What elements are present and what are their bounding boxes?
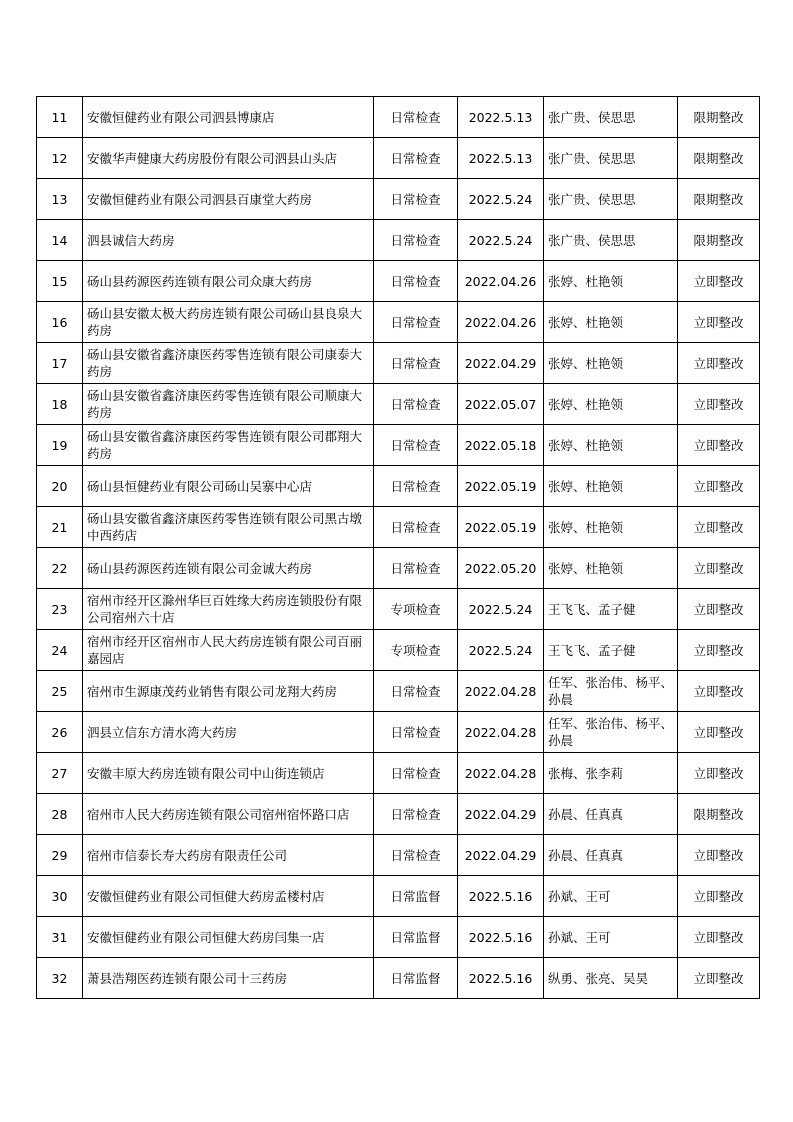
inspection-date-cell: 2022.05.19 [458,466,544,507]
rectification-result-cell: 限期整改 [678,138,760,179]
inspection-type-cell: 日常检查 [374,425,458,466]
inspectors-cell: 任军、张治伟、杨平、孙晨 [544,712,678,753]
inspection-type-cell: 日常监督 [374,917,458,958]
pharmacy-name-cell: 安徽恒健药业有限公司泗县百康堂大药房 [83,179,374,220]
inspection-type-cell: 日常检查 [374,671,458,712]
row-number-cell: 12 [37,138,83,179]
rectification-result-cell: 立即整改 [678,261,760,302]
rectification-result-cell: 限期整改 [678,97,760,138]
inspection-date-cell: 2022.04.26 [458,261,544,302]
inspection-type-cell: 日常监督 [374,876,458,917]
rectification-result-cell: 立即整改 [678,425,760,466]
inspectors-cell: 张广贵、侯思思 [544,220,678,261]
table-row [37,753,760,794]
inspection-type-cell: 日常检查 [374,794,458,835]
inspectors-cell: 张广贵、侯思思 [544,179,678,220]
pharmacy-name-cell: 萧县浩翔医药连锁有限公司十三药房 [83,958,374,999]
pharmacy-name-cell: 安徽丰原大药房连锁有限公司中山街连锁店 [83,753,374,794]
inspection-type-cell: 日常检查 [374,343,458,384]
inspection-date-cell: 2022.04.28 [458,712,544,753]
inspection-type-cell: 日常检查 [374,384,458,425]
inspection-table-body [37,97,760,999]
inspectors-cell: 孙晨、任真真 [544,835,678,876]
inspection-type-cell: 日常检查 [374,466,458,507]
inspectors-cell: 孙斌、王可 [544,876,678,917]
row-number-cell: 19 [37,425,83,466]
inspectors-cell: 王飞飞、孟子健 [544,589,678,630]
inspectors-cell: 孙斌、王可 [544,917,678,958]
rectification-result-cell: 立即整改 [678,466,760,507]
table-row [37,630,760,671]
row-number-cell: 24 [37,630,83,671]
table-row [37,261,760,302]
inspectors-cell: 孙晨、任真真 [544,794,678,835]
inspection-date-cell: 2022.5.16 [458,958,544,999]
inspection-type-cell: 日常检查 [374,753,458,794]
table-row [37,384,760,425]
inspection-date-cell: 2022.04.29 [458,343,544,384]
inspection-date-cell: 2022.5.13 [458,138,544,179]
inspection-type-cell: 日常检查 [374,548,458,589]
rectification-result-cell: 立即整改 [678,343,760,384]
inspection-date-cell: 2022.5.24 [458,630,544,671]
inspectors-cell: 张婷、杜艳领 [544,343,678,384]
row-number-cell: 13 [37,179,83,220]
row-number-cell: 26 [37,712,83,753]
pharmacy-name-cell: 砀山县恒健药业有限公司砀山吴寨中心店 [83,466,374,507]
row-number-cell: 14 [37,220,83,261]
rectification-result-cell: 立即整改 [678,917,760,958]
pharmacy-name-cell: 宿州市经开区宿州市人民大药房连锁有限公司百丽嘉园店 [83,630,374,671]
inspectors-cell: 张婷、杜艳领 [544,507,678,548]
inspection-type-cell: 日常检查 [374,179,458,220]
inspectors-cell: 张婷、杜艳领 [544,261,678,302]
table-row [37,876,760,917]
inspection-date-cell: 2022.04.29 [458,835,544,876]
row-number-cell: 27 [37,753,83,794]
inspection-date-cell: 2022.05.18 [458,425,544,466]
rectification-result-cell: 立即整改 [678,507,760,548]
inspectors-cell: 纵勇、张亮、吴昊 [544,958,678,999]
table-row [37,220,760,261]
table-row [37,835,760,876]
pharmacy-name-cell: 砀山县安徽省鑫济康医药零售连锁有限公司顺康大药房 [83,384,374,425]
pharmacy-name-cell: 砀山县安徽太极大药房连锁有限公司砀山县良泉大药房 [83,302,374,343]
rectification-result-cell: 立即整改 [678,384,760,425]
inspectors-cell: 张婷、杜艳领 [544,466,678,507]
inspection-type-cell: 专项检查 [374,630,458,671]
inspection-date-cell: 2022.04.28 [458,671,544,712]
inspection-date-cell: 2022.5.13 [458,97,544,138]
inspection-date-cell: 2022.04.26 [458,302,544,343]
inspection-type-cell: 日常检查 [374,835,458,876]
rectification-result-cell: 立即整改 [678,753,760,794]
inspectors-cell: 任军、张治伟、杨平、孙晨 [544,671,678,712]
row-number-cell: 25 [37,671,83,712]
inspection-date-cell: 2022.5.16 [458,917,544,958]
inspectors-cell: 张广贵、侯思思 [544,97,678,138]
rectification-result-cell: 立即整改 [678,589,760,630]
inspection-type-cell: 日常监督 [374,958,458,999]
pharmacy-name-cell: 安徽恒健药业有限公司泗县博康店 [83,97,374,138]
inspectors-cell: 张婷、杜艳领 [544,302,678,343]
inspection-type-cell: 日常检查 [374,97,458,138]
row-number-cell: 11 [37,97,83,138]
pharmacy-name-cell: 砀山县安徽省鑫济康医药零售连锁有限公司康泰大药房 [83,343,374,384]
row-number-cell: 22 [37,548,83,589]
rectification-result-cell: 立即整改 [678,302,760,343]
row-number-cell: 20 [37,466,83,507]
inspection-date-cell: 2022.04.29 [458,794,544,835]
pharmacy-name-cell: 宿州市经开区滁州华巨百姓缘大药房连锁股份有限公司宿州六十店 [83,589,374,630]
rectification-result-cell: 立即整改 [678,671,760,712]
table-row [37,712,760,753]
pharmacy-name-cell: 砀山县安徽省鑫济康医药零售连锁有限公司郡翔大药房 [83,425,374,466]
row-number-cell: 21 [37,507,83,548]
table-row [37,97,760,138]
pharmacy-name-cell: 宿州市信泰长寿大药房有限责任公司 [83,835,374,876]
inspection-date-cell: 2022.5.24 [458,220,544,261]
inspection-type-cell: 日常检查 [374,302,458,343]
inspection-date-cell: 2022.5.24 [458,589,544,630]
table-row [37,302,760,343]
row-number-cell: 28 [37,794,83,835]
table-row [37,179,760,220]
row-number-cell: 16 [37,302,83,343]
row-number-cell: 18 [37,384,83,425]
rectification-result-cell: 立即整改 [678,548,760,589]
inspection-date-cell: 2022.5.24 [458,179,544,220]
inspectors-cell: 张婷、杜艳领 [544,384,678,425]
inspection-table [36,96,760,999]
inspectors-cell: 张婷、杜艳领 [544,425,678,466]
pharmacy-name-cell: 泗县诚信大药房 [83,220,374,261]
table-row [37,917,760,958]
row-number-cell: 31 [37,917,83,958]
pharmacy-name-cell: 安徽恒健药业有限公司恒健大药房闫集一店 [83,917,374,958]
rectification-result-cell: 立即整改 [678,835,760,876]
table-row [37,343,760,384]
pharmacy-name-cell: 砀山县安徽省鑫济康医药零售连锁有限公司黑古墩中西药店 [83,507,374,548]
rectification-result-cell: 立即整改 [678,712,760,753]
inspection-type-cell: 日常检查 [374,712,458,753]
table-row [37,671,760,712]
table-row [37,466,760,507]
inspection-type-cell: 日常检查 [374,261,458,302]
inspectors-cell: 张广贵、侯思思 [544,138,678,179]
pharmacy-name-cell: 安徽恒健药业有限公司恒健大药房孟楼村店 [83,876,374,917]
row-number-cell: 17 [37,343,83,384]
table-row [37,589,760,630]
inspection-type-cell: 日常检查 [374,220,458,261]
inspectors-cell: 王飞飞、孟子健 [544,630,678,671]
pharmacy-name-cell: 宿州市人民大药房连锁有限公司宿州宿怀路口店 [83,794,374,835]
rectification-result-cell: 立即整改 [678,958,760,999]
row-number-cell: 30 [37,876,83,917]
pharmacy-name-cell: 宿州市生源康茂药业销售有限公司龙翔大药房 [83,671,374,712]
inspection-date-cell: 2022.05.19 [458,507,544,548]
rectification-result-cell: 立即整改 [678,630,760,671]
pharmacy-name-cell: 砀山县药源医药连锁有限公司众康大药房 [83,261,374,302]
inspectors-cell: 张婷、杜艳领 [544,548,678,589]
inspectors-cell: 张梅、张李莉 [544,753,678,794]
rectification-result-cell: 限期整改 [678,179,760,220]
inspection-type-cell: 日常检查 [374,507,458,548]
table-row [37,958,760,999]
pharmacy-name-cell: 泗县立信东方清水湾大药房 [83,712,374,753]
row-number-cell: 32 [37,958,83,999]
table-row [37,507,760,548]
pharmacy-name-cell: 砀山县药源医药连锁有限公司金诚大药房 [83,548,374,589]
table-row [37,425,760,466]
inspection-date-cell: 2022.05.07 [458,384,544,425]
table-row [37,794,760,835]
row-number-cell: 29 [37,835,83,876]
rectification-result-cell: 限期整改 [678,220,760,261]
inspection-date-cell: 2022.04.28 [458,753,544,794]
table-row [37,138,760,179]
inspection-date-cell: 2022.05.20 [458,548,544,589]
rectification-result-cell: 立即整改 [678,876,760,917]
inspection-type-cell: 专项检查 [374,589,458,630]
row-number-cell: 15 [37,261,83,302]
rectification-result-cell: 限期整改 [678,794,760,835]
inspection-type-cell: 日常检查 [374,138,458,179]
row-number-cell: 23 [37,589,83,630]
table-row [37,548,760,589]
pharmacy-name-cell: 安徽华声健康大药房股份有限公司泗县山头店 [83,138,374,179]
inspection-date-cell: 2022.5.16 [458,876,544,917]
